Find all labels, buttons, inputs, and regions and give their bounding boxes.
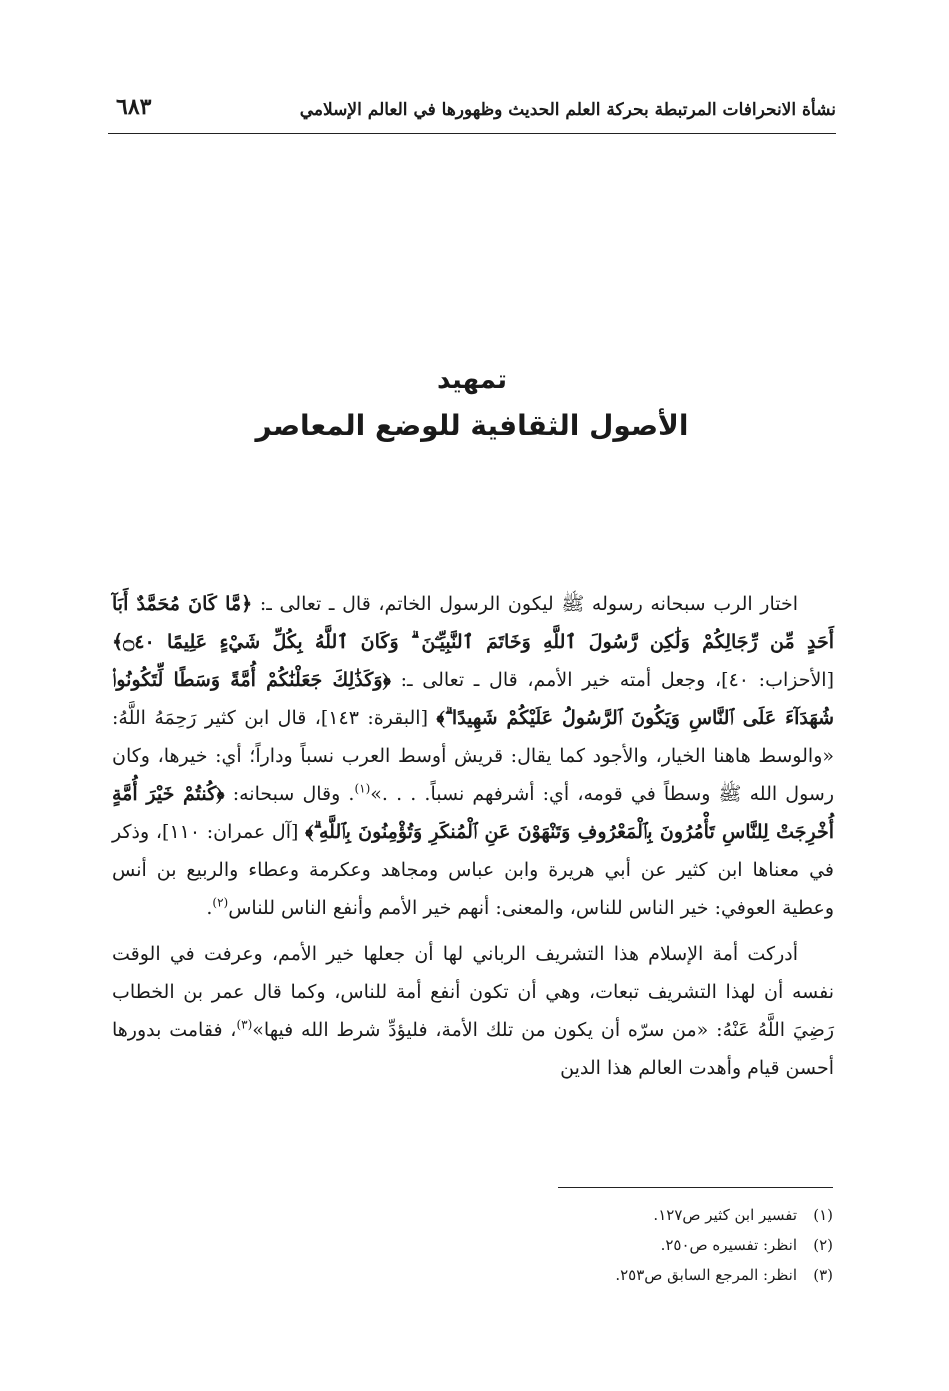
- header-rule: [108, 133, 836, 134]
- footnote-rule: [558, 1187, 833, 1188]
- footnote-reference: (٢): [212, 895, 229, 910]
- running-title: نشأة الانحرافات المرتبطة بحركة العلم الحديث وظهورها في العالم الإسلامي: [299, 100, 836, 120]
- paragraph-text: ، فقامت بدورها أحسن قيام وأهدت العالم هذا الدين: [112, 1019, 834, 1079]
- body-text: [112, 585, 834, 1095]
- footnote-3: [420, 1260, 833, 1290]
- footnote-2: [420, 1230, 833, 1260]
- footnote-text: تفسير ابن كثير ص١٢٧.: [653, 1206, 797, 1224]
- footnotes: [420, 1200, 833, 1290]
- footnote-1: [420, 1200, 833, 1230]
- footnote-reference: (٣): [236, 1017, 253, 1032]
- chapter-label: تمهيد: [437, 365, 507, 395]
- footnote-number: (٣): [813, 1266, 833, 1284]
- chapter-heading: [108, 360, 836, 452]
- paragraph-2: [112, 935, 834, 1087]
- page-header: [108, 92, 836, 132]
- paragraph-text: [الأحزاب: ٤٠]، وجعل أمته خير الأمم، قال ـ تعالى ـ:: [390, 669, 834, 691]
- footnote-number: (٢): [813, 1236, 833, 1254]
- footnote-text: انظر: المرجع السابق ص٢٥٣.: [615, 1266, 797, 1284]
- chapter-title: الأصول الثقافية للوضع المعاصر: [255, 409, 689, 442]
- footnote-text: انظر: تفسيره ص٢٥٠.: [660, 1236, 797, 1254]
- paragraph-1: [112, 585, 834, 927]
- paragraph-text: . وقال سبحانه:: [224, 783, 355, 805]
- paragraph-text: أدركت أمة الإسلام هذا التشريف الرباني لها أن جعلها خير الأمم، وعرفت في الوقت نفسه أن لهذا التشريف تبعات، وهي أن تكون أنفع أمة للناس، وكما قال عمر بن الخطاب رَضِيَ اللَّهُ عَنْهُ: «من سرّه أن يكون من تلك الأمة، فليؤدِّ شرط الله فيها»: [112, 943, 835, 1041]
- paragraph-text: .: [206, 897, 213, 919]
- quran-verse: ﴿وَكَذَٰلِكَ جَعَلْنَٰكُمْ أُمَّةً وَسَطًا لِّتَكُونُوا۟ شُهَدَآءَ عَلَى ٱلنَّاسِ وَيَكُونَ ٱلرَّسُولُ عَلَيْكُمْ شَهِيدًا ۗ﴾: [112, 669, 835, 729]
- paragraph-text: اختار الرب سبحانه رسوله ﷺ ليكون الرسول الخاتم، قال ـ تعالى ـ:: [252, 593, 798, 615]
- paragraph-text: [البقرة: ١٤٣]، قال ابن كثير رَحِمَهُ اللَّهُ: «والوسط هاهنا الخيار، والأجود كما يقال: قريش أوسط العرب نسباً وداراً؛ أي: خيرها، وكان رسول الله ﷺ وسطاً في قومه، أي: أشرفهم نسباً. . . .»: [112, 707, 834, 805]
- paragraph-text: [آل عمران: ١١٠]، وذكر في معناها ابن كثير عن أبي هريرة وابن عباس ومجاهد وعكرمة وعطاء والربيع بن أنس وعطية العوفي: خير الناس للناس، والمعنى: أنهم خير الأمم وأنفع الناس للناس: [112, 821, 834, 919]
- page-number: ٦٨٣: [116, 94, 152, 120]
- quran-verse: ﴿كُنتُمْ خَيْرَ أُمَّةٍ أُخْرِجَتْ لِلنَّاسِ تَأْمُرُونَ بِٱلْمَعْرُوفِ وَتَنْهَوْنَ عَنِ ٱلْمُنكَرِ وَتُؤْمِنُونَ بِٱللَّهِ ۗ﴾: [112, 783, 835, 843]
- footnote-reference: (١): [354, 781, 371, 796]
- footnote-number: (١): [813, 1206, 833, 1224]
- quran-verse: ﴿مَّا كَانَ مُحَمَّدٌ أَبَآ أَحَدٍ مِّن رِّجَالِكُمْ وَلَٰكِن رَّسُولَ ٱللَّهِ وَخَاتَمَ ٱلنَّبِيِّـۧنَ ۗ وَكَانَ ٱللَّهُ بِكُلِّ شَيْءٍ عَلِيمًا ۝٤٠﴾: [112, 593, 834, 653]
